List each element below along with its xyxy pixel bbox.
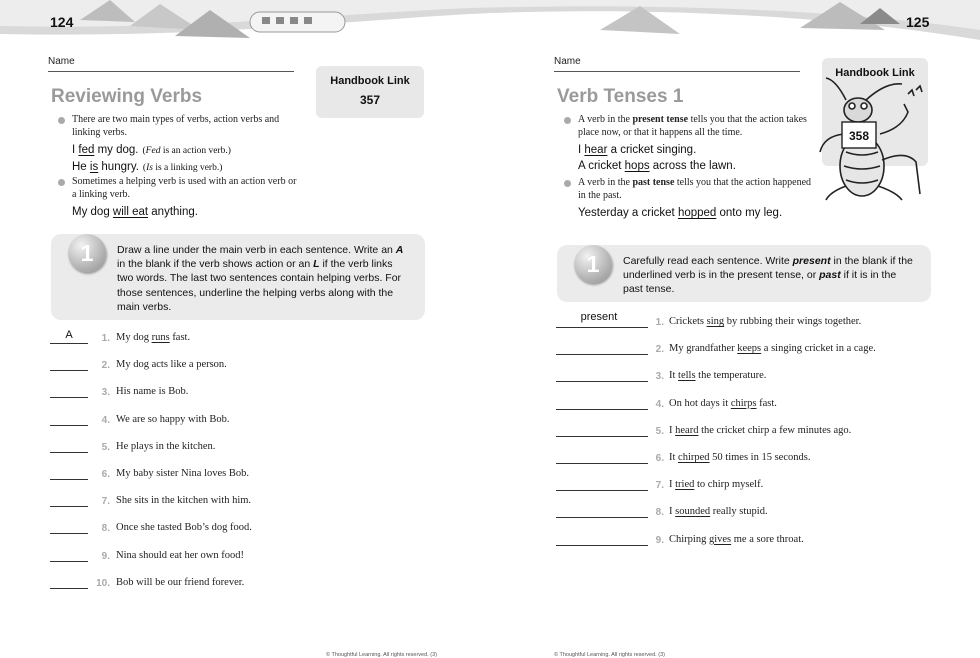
rules-section [58, 114, 298, 220]
item-number: 5. [101, 441, 110, 453]
answer-text: A [65, 329, 73, 341]
item-sentence: On hot days it chirps fast. [669, 397, 777, 409]
answer-blank[interactable] [556, 381, 648, 382]
item-number: 2. [655, 344, 664, 356]
item-sentence: Nina should eat her own food! [116, 549, 245, 561]
example-sentence: Yesterday a cricket hopped onto my leg. [578, 207, 783, 219]
rules-section [564, 114, 814, 221]
item-sentence: I heard the cricket chirp a few minutes ago. [669, 424, 852, 436]
item-sentence: Once she tasted Bob’s dog food. [116, 522, 252, 534]
exercise-item [554, 532, 944, 559]
underlined-verb: heard [675, 424, 699, 436]
underlined-verb: keeps [737, 343, 762, 355]
item-sentence: Bob will be our friend forever. [116, 576, 245, 588]
item-number: 4. [655, 398, 664, 410]
item-number: 1. [101, 333, 110, 344]
item-number: 7. [655, 480, 664, 492]
underlined-verb: tried [675, 479, 695, 491]
item-sentence: My grandfather keeps a singing cricket in a cage. [669, 343, 876, 355]
item-sentence: Chirping gives me a sore throat. [669, 533, 804, 545]
rule-bullet: A verb in the present tense tells you that the action takes place now, or that it happens all the time. [564, 114, 814, 139]
exercise-item [48, 357, 438, 384]
name-label: Name [554, 56, 581, 67]
name-field[interactable] [554, 56, 800, 72]
exercise-item [48, 493, 438, 520]
item-number: 3. [655, 371, 664, 383]
item-number: 2. [101, 360, 110, 372]
answer-blank[interactable] [50, 343, 88, 344]
bullet-dot-icon [58, 179, 65, 186]
item-number: 6. [655, 452, 664, 464]
bullet-dot-icon [58, 117, 65, 124]
answer-blank[interactable] [50, 452, 88, 453]
item-sentence: His name is Bob. [116, 386, 189, 398]
item-sentence: My dog acts like a person. [116, 359, 227, 371]
rule-bullet: There are two main types of verbs, action verbs and linking verbs. [58, 114, 298, 139]
answer-blank[interactable] [556, 545, 648, 546]
item-sentence: She sits in the kitchen with him. [116, 495, 252, 507]
item-number: 8. [101, 523, 110, 535]
exercise-item [48, 548, 438, 575]
handbook-link-box [316, 66, 424, 118]
instructions-text: Draw a line under the main verb in each sentence. Write an A in the blank if the verb shows action or an L if the verb links two words. The last two sentences contain helping verbs. For those sentences, underline the helping verbs along with the main verbs. [117, 244, 404, 313]
answer-blank[interactable] [556, 463, 648, 464]
item-number: 8. [655, 507, 664, 519]
item-sentence: It chirped 50 times in 15 seconds. [669, 451, 811, 463]
rule-bullet: A verb in the past tense tells you that the action happened in the past. [564, 177, 814, 202]
exercise-item [48, 466, 438, 493]
name-label: Name [48, 56, 75, 67]
handbook-link-label: Handbook Link [330, 75, 410, 87]
left-page [48, 52, 478, 658]
exercise-list [554, 311, 944, 559]
answer-blank[interactable] [50, 397, 88, 398]
example-sentence: My dog will eat anything. [72, 206, 198, 218]
answer-blank[interactable] [50, 479, 88, 480]
answer-blank[interactable] [50, 425, 88, 426]
underlined-verb: sing [706, 316, 725, 327]
item-sentence: We are so happy with Bob. [116, 413, 230, 425]
exercise-item [554, 423, 944, 450]
exercise-item [48, 330, 438, 357]
page-title: Verb Tenses 1 [557, 86, 684, 107]
example-sentence: I fed my dog. (Fed is an action verb.) [72, 144, 231, 156]
rule-bullet: Sometimes a helping verb is used with an action verb or a linking verb. [58, 176, 298, 201]
item-number: 6. [101, 468, 110, 480]
answer-blank[interactable] [50, 533, 88, 534]
item-number: 10. [96, 577, 110, 589]
bullet-dot-icon [564, 180, 571, 187]
cricket-illustration-icon [816, 74, 926, 202]
item-sentence: He plays in the kitchen. [116, 440, 216, 452]
answer-blank[interactable] [50, 506, 88, 507]
exercise-item [48, 412, 438, 439]
example-sentence: A cricket hops across the lawn. [578, 160, 736, 172]
exercise-item [554, 477, 944, 504]
item-sentence: I tried to chirp myself. [669, 479, 764, 491]
answer-blank[interactable] [50, 370, 88, 371]
answer-text: present [580, 311, 618, 323]
exercise-item [48, 384, 438, 411]
activity-number-badge: 1 [68, 234, 106, 272]
item-sentence: Crickets sing by rubbing their wings together. [669, 316, 862, 327]
answer-blank[interactable] [556, 354, 648, 355]
answer-blank[interactable] [556, 517, 648, 518]
copyright: © Thoughtful Learning. All rights reserved. (3) [326, 652, 437, 658]
right-page [554, 52, 944, 658]
underlined-verb: tells [678, 370, 696, 382]
page-title: Reviewing Verbs [51, 86, 203, 107]
item-sentence: I sounded really stupid. [669, 506, 768, 518]
answer-blank[interactable] [556, 436, 648, 437]
exercise-item [48, 439, 438, 466]
exercise-list [48, 330, 438, 602]
underlined-verb: gives [708, 533, 732, 545]
underlined-verb: chirped [678, 451, 710, 463]
item-number: 4. [101, 414, 110, 426]
item-sentence: It tells the temperature. [669, 370, 767, 382]
bullet-dot-icon [564, 117, 571, 124]
activity-instructions [51, 234, 425, 320]
example-sentence: I hear a cricket singing. [578, 144, 697, 156]
item-number: 1. [655, 317, 664, 328]
item-sentence: My baby sister Nina loves Bob. [116, 467, 249, 479]
right-page-number: 125 [906, 14, 930, 30]
exercise-item [554, 341, 944, 368]
exercise-item [554, 311, 944, 341]
answer-blank[interactable] [50, 561, 88, 562]
activity-instructions [557, 245, 931, 302]
underlined-verb: runs [151, 332, 170, 343]
activity-number-badge: 1 [574, 245, 612, 283]
left-page-number: 124 [50, 14, 74, 30]
item-number: 3. [101, 387, 110, 399]
underlined-verb: sounded [675, 506, 711, 518]
exercise-item [554, 504, 944, 531]
answer-blank[interactable] [556, 490, 648, 491]
underlined-verb: chirps [730, 397, 757, 409]
item-number: 7. [101, 496, 110, 508]
item-number: 5. [655, 425, 664, 437]
exercise-item [48, 520, 438, 547]
handbook-link-number: 357 [359, 93, 381, 107]
exercise-item [48, 575, 438, 602]
handbook-link-number: 358 [848, 129, 870, 143]
exercise-item [554, 368, 944, 395]
copyright: © Thoughtful Learning. All rights reserved. (3) [554, 652, 665, 658]
item-number: 9. [655, 534, 664, 546]
item-sentence: My dog runs fast. [116, 332, 191, 343]
name-field[interactable] [48, 56, 294, 72]
exercise-item [554, 450, 944, 477]
answer-blank[interactable] [556, 327, 648, 328]
answer-blank[interactable] [556, 409, 648, 410]
example-sentence: He is hungry. (Is is a linking verb.) [72, 161, 223, 173]
handbook-link-label: Handbook Link [835, 67, 915, 79]
answer-blank[interactable] [50, 588, 88, 589]
item-number: 9. [101, 550, 110, 562]
instructions-text: Carefully read each sentence. Write present in the blank if the underlined verb is in the present tense, or past if it is in the past tense. [623, 255, 913, 296]
header-banner [0, 0, 980, 50]
exercise-item [554, 396, 944, 423]
